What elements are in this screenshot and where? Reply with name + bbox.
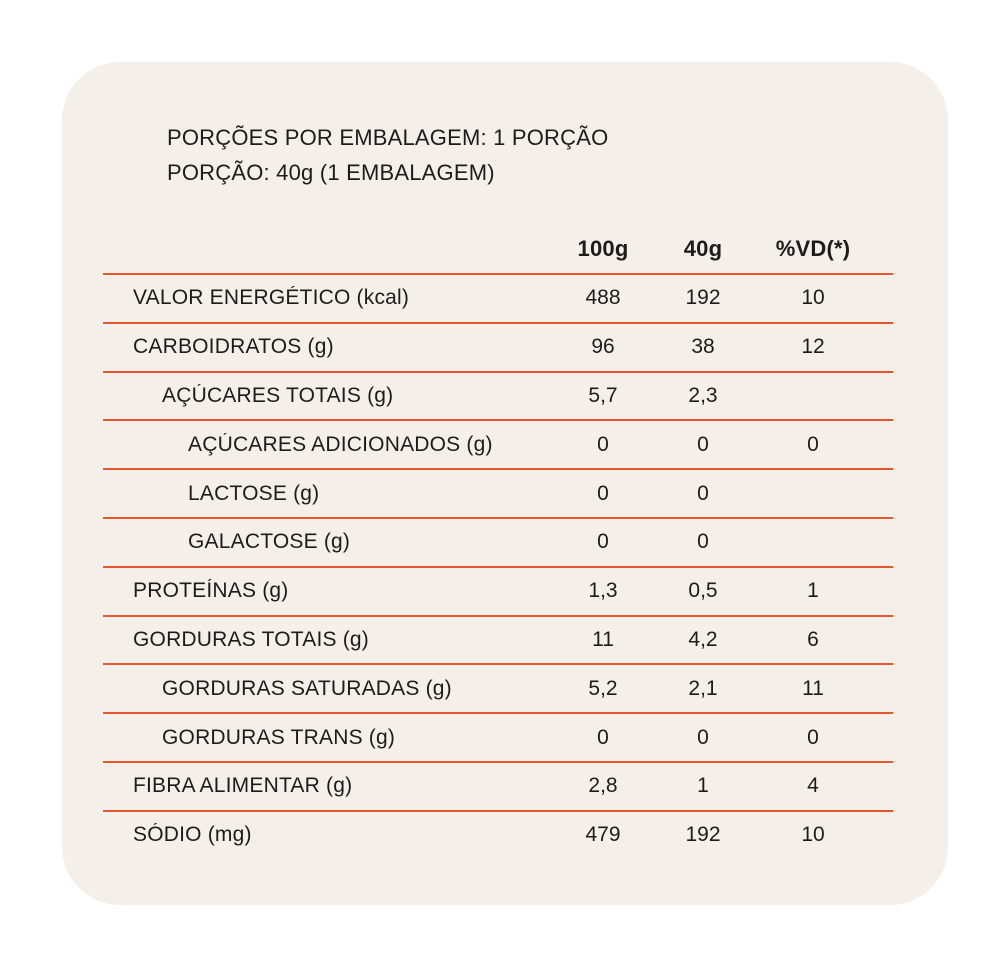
column-header-40g: 40g — [683, 236, 723, 261]
row-value: 0 — [697, 530, 709, 554]
table-body — [103, 273, 893, 859]
row-label: GALACTOSE (g) — [188, 530, 351, 554]
serving-info — [167, 120, 608, 190]
serving-size-text: PORÇÃO: 40g (1 EMBALAGEM) — [167, 160, 495, 185]
row-value: 38 — [691, 335, 715, 359]
table-row — [103, 810, 893, 859]
row-value: 2,1 — [688, 676, 718, 700]
row-value: 488 — [585, 286, 621, 310]
row-value: 0 — [807, 432, 819, 456]
row-value: 0 — [597, 481, 609, 505]
table-row — [103, 371, 893, 420]
row-value: 4 — [807, 774, 819, 798]
table-row — [103, 761, 893, 810]
row-value: 5,7 — [588, 383, 618, 407]
column-header-100g: 100g — [577, 236, 629, 261]
row-value: 0 — [807, 725, 819, 749]
row-label: SÓDIO (mg) — [133, 823, 252, 847]
table-row — [103, 517, 893, 566]
column-header-vd: %VD(*) — [775, 236, 851, 261]
servings-per-package-text: PORÇÕES POR EMBALAGEM: 1 PORÇÃO — [167, 125, 609, 150]
row-value: 192 — [685, 286, 721, 310]
row-value: 1,3 — [588, 579, 618, 603]
row-value: 479 — [585, 823, 621, 847]
table-row — [103, 566, 893, 615]
row-value: 11 — [802, 676, 824, 700]
table-row — [103, 322, 893, 371]
row-value: 0,5 — [688, 579, 718, 603]
table-row — [103, 468, 893, 517]
row-value: 0 — [697, 432, 709, 456]
row-label: VALOR ENERGÉTICO (kcal) — [133, 286, 410, 310]
row-value: 10 — [801, 286, 825, 310]
table-row — [103, 663, 893, 712]
row-label: LACTOSE (g) — [188, 481, 320, 505]
row-label: FIBRA ALIMENTAR (g) — [133, 774, 353, 798]
table-row — [103, 273, 893, 322]
row-label: GORDURAS TRANS (g) — [162, 725, 396, 749]
table-header-row — [103, 225, 893, 273]
row-value: 96 — [591, 335, 615, 359]
row-label: AÇÚCARES TOTAIS (g) — [162, 383, 394, 407]
row-value: 0 — [597, 725, 609, 749]
row-value: 0 — [697, 725, 709, 749]
row-value: 11 — [592, 627, 614, 651]
row-value: 192 — [685, 823, 721, 847]
row-label: GORDURAS SATURADAS (g) — [162, 676, 452, 700]
row-value: 6 — [807, 627, 819, 651]
table-row — [103, 712, 893, 761]
row-value: 0 — [697, 481, 709, 505]
row-label: PROTEÍNAS (g) — [133, 579, 289, 603]
row-label: CARBOIDRATOS (g) — [133, 335, 334, 359]
row-label: GORDURAS TOTAIS (g) — [133, 627, 369, 651]
row-value: 1 — [807, 579, 819, 603]
nutrition-table — [103, 225, 893, 859]
row-value: 0 — [597, 432, 609, 456]
row-value: 5,2 — [588, 676, 618, 700]
table-row — [103, 615, 893, 664]
row-value: 0 — [597, 530, 609, 554]
nutrition-card — [62, 62, 948, 905]
row-label: AÇÚCARES ADICIONADOS (g) — [188, 432, 493, 456]
row-value: 2,8 — [588, 774, 618, 798]
row-value: 12 — [801, 335, 825, 359]
table-row — [103, 419, 893, 468]
row-value: 10 — [801, 823, 825, 847]
row-value: 2,3 — [688, 383, 718, 407]
row-value: 4,2 — [688, 627, 718, 651]
row-value: 1 — [697, 774, 709, 798]
